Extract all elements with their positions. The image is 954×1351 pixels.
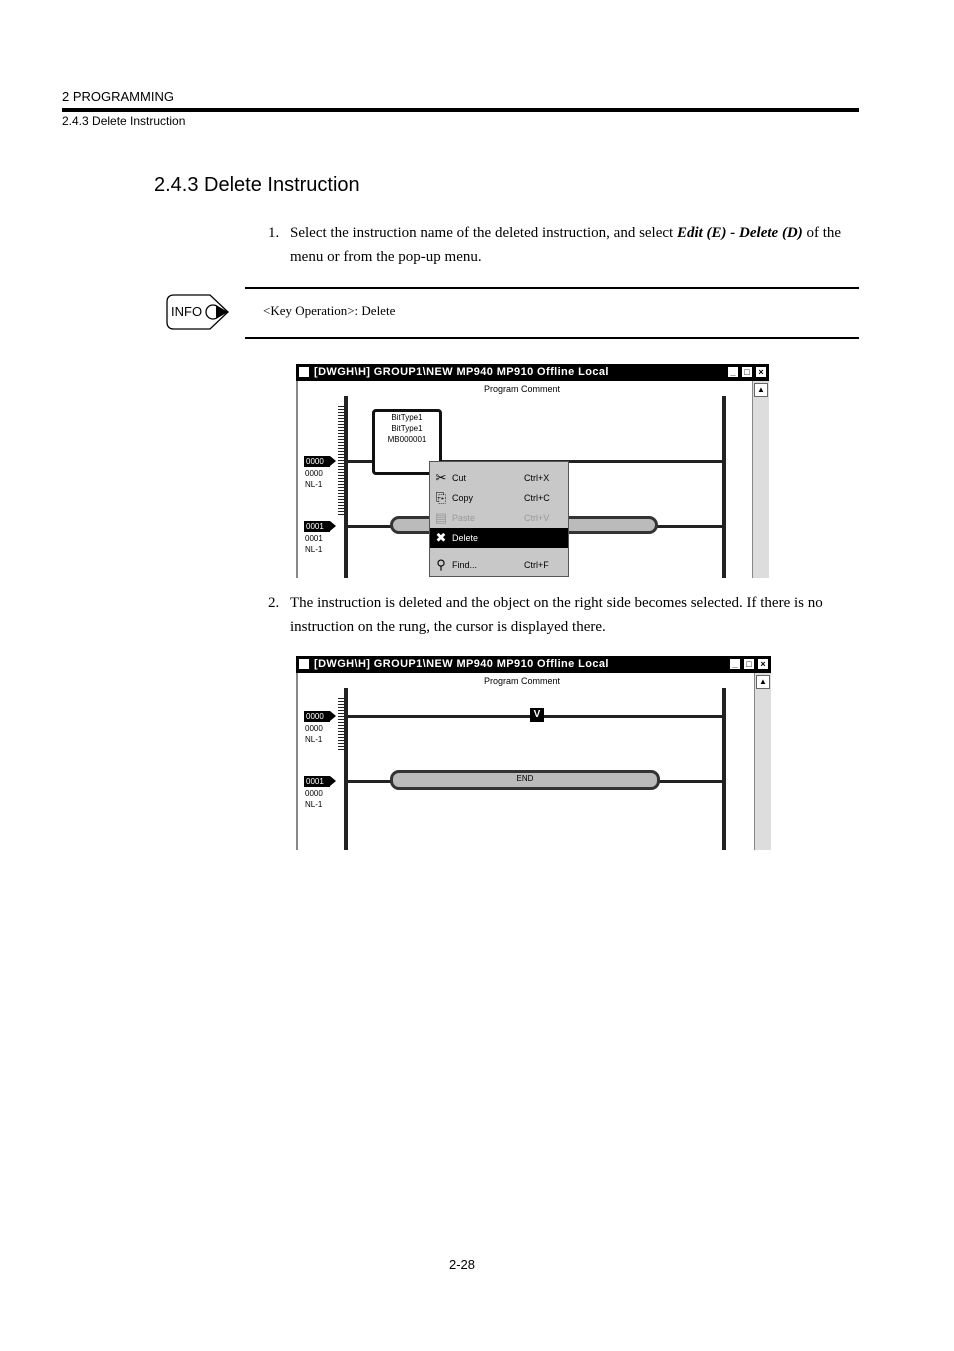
rung-nest: NL-1	[305, 545, 323, 554]
rung-tag[interactable]: 0000	[304, 711, 330, 722]
step-2-text: The instruction is deleted and the object on the right side becomes selected. If there is no instruction on the rung, the cursor is displayed there.	[290, 595, 823, 635]
menu-item-find[interactable]	[430, 555, 568, 575]
window-titlebar[interactable]	[296, 364, 769, 381]
maximize-button[interactable]: □	[743, 658, 755, 670]
step-2-number: 2.	[268, 595, 280, 611]
info-bottom-rule	[245, 337, 859, 339]
menu-item-label: Delete	[452, 533, 479, 543]
menu-item-paste[interactable]	[430, 508, 568, 528]
running-header-chapter: 2 PROGRAMMING	[62, 89, 174, 104]
left-power-rail	[344, 688, 348, 850]
program-comment: Program Comment	[484, 384, 561, 394]
info-text: <Key Operation>: Delete	[263, 303, 396, 318]
close-button[interactable]: ×	[755, 366, 767, 378]
minimize-button[interactable]: _	[727, 366, 739, 378]
rung-step: 0000	[305, 789, 323, 798]
step-1-menu-path: Edit (E) - Delete (D)	[676, 225, 803, 241]
info-badge	[166, 294, 224, 328]
paste-icon: ▤	[434, 510, 448, 525]
rung-tag[interactable]: 0001	[304, 521, 330, 532]
program-comment: Program Comment	[484, 676, 561, 686]
info-label: INFO	[171, 304, 203, 319]
menu-item-label: Cut	[452, 473, 467, 483]
screenshot-2-window	[296, 656, 771, 850]
step-1-text-before: Select the instruction name of the deleted instruction, and select	[290, 225, 677, 241]
context-menu	[429, 461, 569, 577]
window-title: [DWGH\H] GROUP1\NEW MP940 MP910 Offline Local	[314, 366, 609, 378]
menu-item-cut[interactable]	[430, 468, 568, 488]
delete-x-icon: ✖	[435, 530, 447, 545]
section-title: 2.4.3 Delete Instruction	[154, 174, 360, 196]
rail-hatching	[338, 406, 344, 516]
step-1-text-after: of the menu or from the pop-up menu.	[290, 225, 842, 265]
menu-item-label: Paste	[452, 513, 476, 523]
rung-step: 0000	[305, 469, 323, 478]
rail-hatching	[338, 698, 344, 750]
step-1-number: 1.	[268, 225, 280, 241]
menu-item-label: Copy	[452, 493, 474, 503]
scroll-up-icon[interactable]: ▲	[756, 675, 770, 689]
rung-step: 0001	[305, 534, 323, 543]
menu-item-shortcut: Ctrl+C	[524, 493, 550, 503]
menu-item-label: Find...	[452, 560, 478, 570]
vertical-scrollbar[interactable]	[754, 673, 771, 850]
system-menu-icon[interactable]	[299, 367, 309, 377]
minimize-button[interactable]: _	[729, 658, 741, 670]
ladder-editor[interactable]	[296, 673, 771, 850]
system-menu-icon[interactable]	[299, 659, 309, 669]
running-header-section: 2.4.3 Delete Instruction	[62, 114, 186, 128]
step-1-text	[290, 221, 860, 269]
rung-nest: NL-1	[305, 480, 323, 489]
screenshot-1-window	[296, 364, 769, 578]
menu-item-shortcut: Ctrl+V	[524, 513, 550, 523]
cursor-marker[interactable]: V	[530, 708, 544, 722]
rung-nest: NL-1	[305, 800, 323, 809]
menu-item-delete[interactable]	[430, 528, 568, 548]
rung-step: 0000	[305, 724, 323, 733]
page-number: 2-28	[449, 1257, 476, 1272]
info-top-rule	[245, 287, 859, 289]
rung-tag[interactable]: 0000	[304, 456, 330, 467]
window-title: [DWGH\H] GROUP1\NEW MP940 MP910 Offline Local	[314, 658, 609, 670]
rung-tag[interactable]: 0001	[304, 776, 330, 787]
scroll-up-icon[interactable]: ▲	[754, 383, 768, 397]
ladder-editor[interactable]	[296, 381, 769, 578]
scissors-icon: ✂	[435, 470, 447, 485]
fb-name: BitType1	[391, 413, 423, 422]
right-power-rail	[722, 396, 726, 578]
right-power-rail	[722, 688, 726, 850]
maximize-button[interactable]: □	[741, 366, 753, 378]
left-power-rail	[344, 396, 348, 578]
window-titlebar[interactable]	[296, 656, 771, 673]
rung-nest: NL-1	[305, 735, 323, 744]
fb-type: BitType1	[391, 424, 423, 433]
end-instruction[interactable]: END	[390, 770, 660, 790]
step-1	[268, 221, 860, 269]
close-button[interactable]: ×	[757, 658, 769, 670]
fb-address: MB000001	[387, 435, 427, 444]
menu-item-copy[interactable]	[430, 488, 568, 508]
menu-item-shortcut: Ctrl+X	[524, 473, 550, 483]
binoculars-icon: ⚲	[436, 557, 446, 572]
copy-icon: ⎘	[435, 490, 447, 505]
vertical-scrollbar[interactable]	[752, 381, 769, 578]
header-rule	[62, 108, 859, 112]
menu-item-shortcut: Ctrl+F	[524, 560, 549, 570]
step-2	[268, 591, 860, 639]
